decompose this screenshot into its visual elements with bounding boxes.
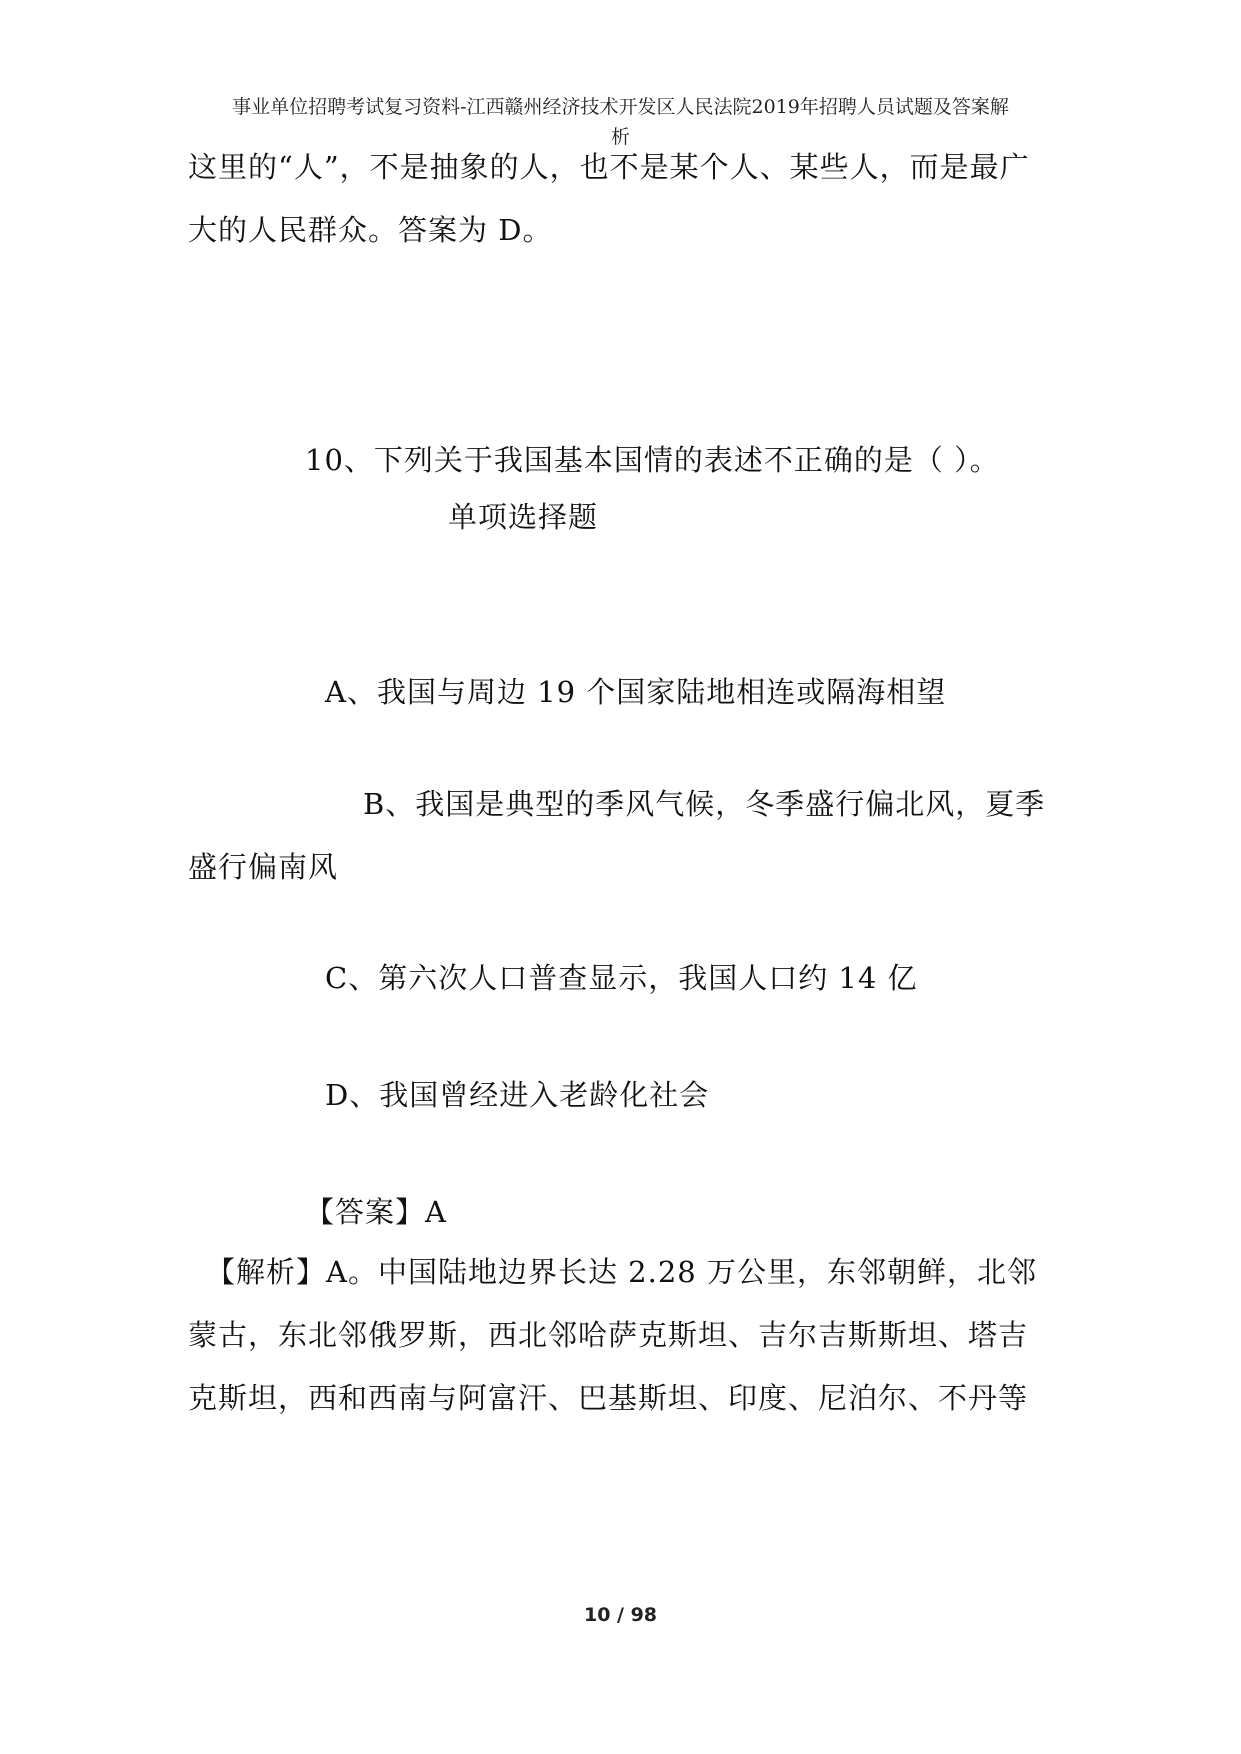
option-c: C、第六次人口普查显示，我国人口约 14 亿	[325, 961, 918, 995]
previous-explanation	[188, 136, 1054, 262]
option-b-text: B、我国是典型的季风气候，冬季盛行偏北风，夏季盛行偏南风	[188, 787, 1046, 884]
page-number: 10 / 98	[583, 1604, 658, 1626]
analysis-text: 【解析】A。中国陆地边界长达 2.28 万公里，东邻朝鲜，北邻蒙古，东北邻俄罗斯，西北邻哈萨克斯坦、吉尔吉斯斯坦、塔吉克斯坦，西和西南与阿富汗、巴基斯坦、印度、尼泊尔、不丹等	[188, 1255, 1037, 1415]
option-b	[188, 773, 1054, 899]
question-stem: 10、下列关于我国基本国情的表述不正确的是（ ）。	[305, 443, 1000, 477]
question-type: 单项选择题	[448, 500, 599, 534]
answer-line: 【答案】A	[305, 1195, 447, 1229]
option-d: D、我国曾经进入老龄化社会	[325, 1078, 710, 1112]
previous-explanation-text: 这里的“人”，不是抽象的人，也不是某个人、某些人，而是最广大的人民群众。答案为 D。	[188, 150, 1030, 247]
option-a: A、我国与周边 19 个国家陆地相连或隔海相望	[325, 675, 947, 709]
analysis	[188, 1241, 1054, 1430]
header-title-line1: 事业单位招聘考试复习资料-江西赣州经济技术开发区人民法院2019年招聘人员试题及答案解	[232, 96, 1009, 118]
header-title-line2: 析	[610, 126, 630, 148]
